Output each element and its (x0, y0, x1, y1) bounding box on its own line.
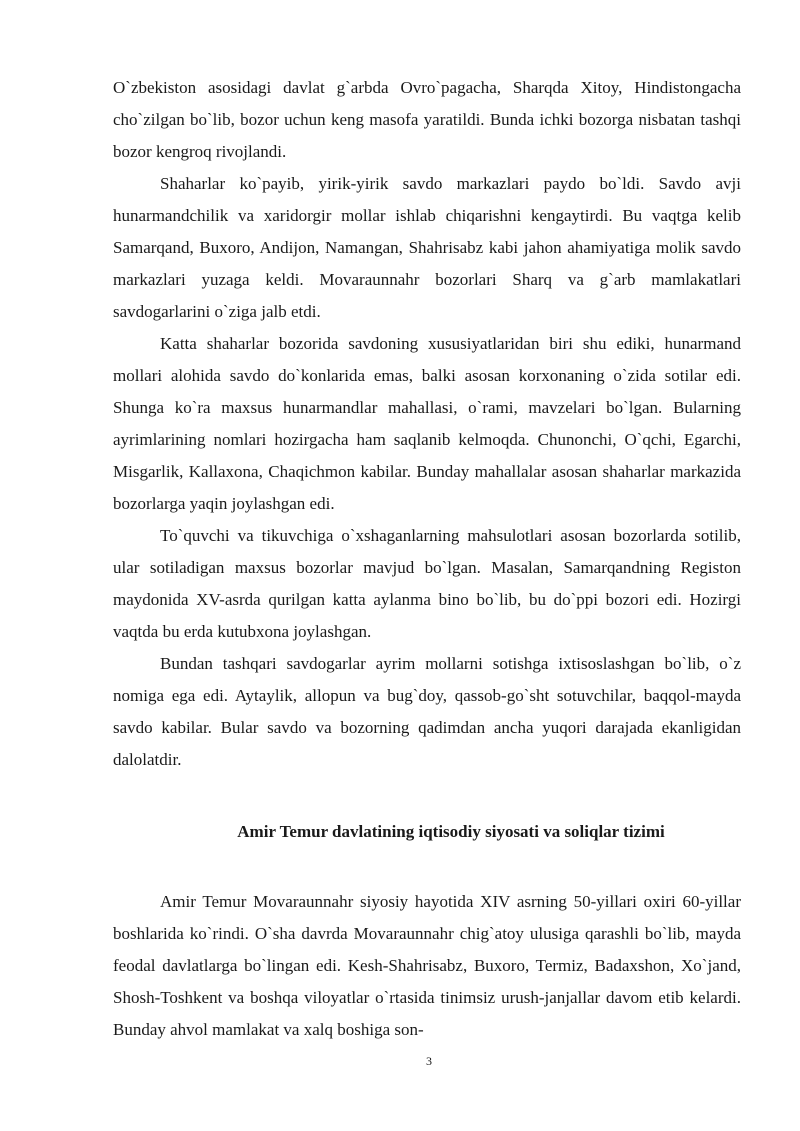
section-heading: Amir Temur davlatining iqtisodiy siyosati va soliqlar tizimi (237, 822, 665, 841)
paragraph-city-markets: Katta shaharlar bozorida savdoning xususiyatlaridan biri shu ediki, hunarmand mollari alohida savdo do`konlarida emas, balki asosan korxonaning o`zida sotilar edi. Shunga ko`ra maxsus hunarmandlar mahallasi, o`rami, mavzelari bo`lgan. Bularning ayrimlarining nomlari hozirgacha ham saqlanib kelmoqda. Chunonchi, O`qchi, Egarchi, Misgarlik, Kallaxona, Chaqichmon kabilar. Bunday mahallalar asosan shaharlar markazida bozorlarga yaqin joylashgan edi. (113, 334, 741, 513)
page-body (113, 72, 741, 1046)
paragraph-merchants: Bundan tashqari savdogarlar ayrim mollarni sotishga ixtisoslashgan bo`lib, o`z nomiga ega edi. Aytaylik, allopun va bug`doy, qassob-go`sht sotuvchilar, baqqol-mayda savdo kabilar. Bular savdo va bozorning qadimdan ancha yuqori darajada ekanligidan dalolatdir. (113, 654, 741, 769)
page-number: 3 (426, 1054, 432, 1068)
paragraph-trade-centers: Shaharlar ko`payib, yirik-yirik savdo markazlari paydo bo`ldi. Savdo avji hunarmandchilik va xaridorgir mollar ishlab chiqarishni kengaytirdi. Bu vaqtga kelib Samarqand, Buxoro, Andijon, Namangan, Shahrisabz kabi jahon ahamiyatiga molik savdo markazlari yuzaga keldi. Movaraunnahr bozorlari Sharq va g`arb mamlakatlari savdogarlarini o`ziga jalb etdi. (113, 174, 741, 321)
paragraph-weavers-tailors: To`quvchi va tikuvchiga o`xshaganlarning mahsulotlari asosan bozorlarda sotilib, ular sotiladigan maxsus bozorlar mavjud bo`lgan. Masalan, Samarqandning Registon maydonida XV-asrda qurilgan katta aylanma bino bo`lib, bu do`ppi bozori edi. Hozirgi vaqtda bu erda kutubxona joylashgan. (113, 526, 741, 641)
paragraph-continuation: O`zbekiston asosidagi davlat g`arbda Ovro`pagacha, Sharqda Xitoy, Hindistongacha cho`zilgan bo`lib, bozor uchun keng masofa yaratildi. Bunda ichki bozorga nisbatan tashqi bozor kengroq rivojlandi. (113, 78, 741, 161)
paragraph-amir-temur: Amir Temur Movaraunnahr siyosiy hayotida XIV asrning 50-yillari oxiri 60-yillar boshlarida ko`rindi. O`sha davrda Movaraunnahr chig`atoy ulusiga qarashli bo`lib, mayda feodal davlatlarga bo`lingan edi. Kesh-Shahrisabz, Buxoro, Termiz, Badaxshon, Xo`jand, Shosh-Toshkent va boshqa viloyatlar o`rtasida tinimsiz urush-janjallar davom etib kelardi. Bunday ahvol mamlakat va xalq boshiga son- (113, 892, 741, 1039)
